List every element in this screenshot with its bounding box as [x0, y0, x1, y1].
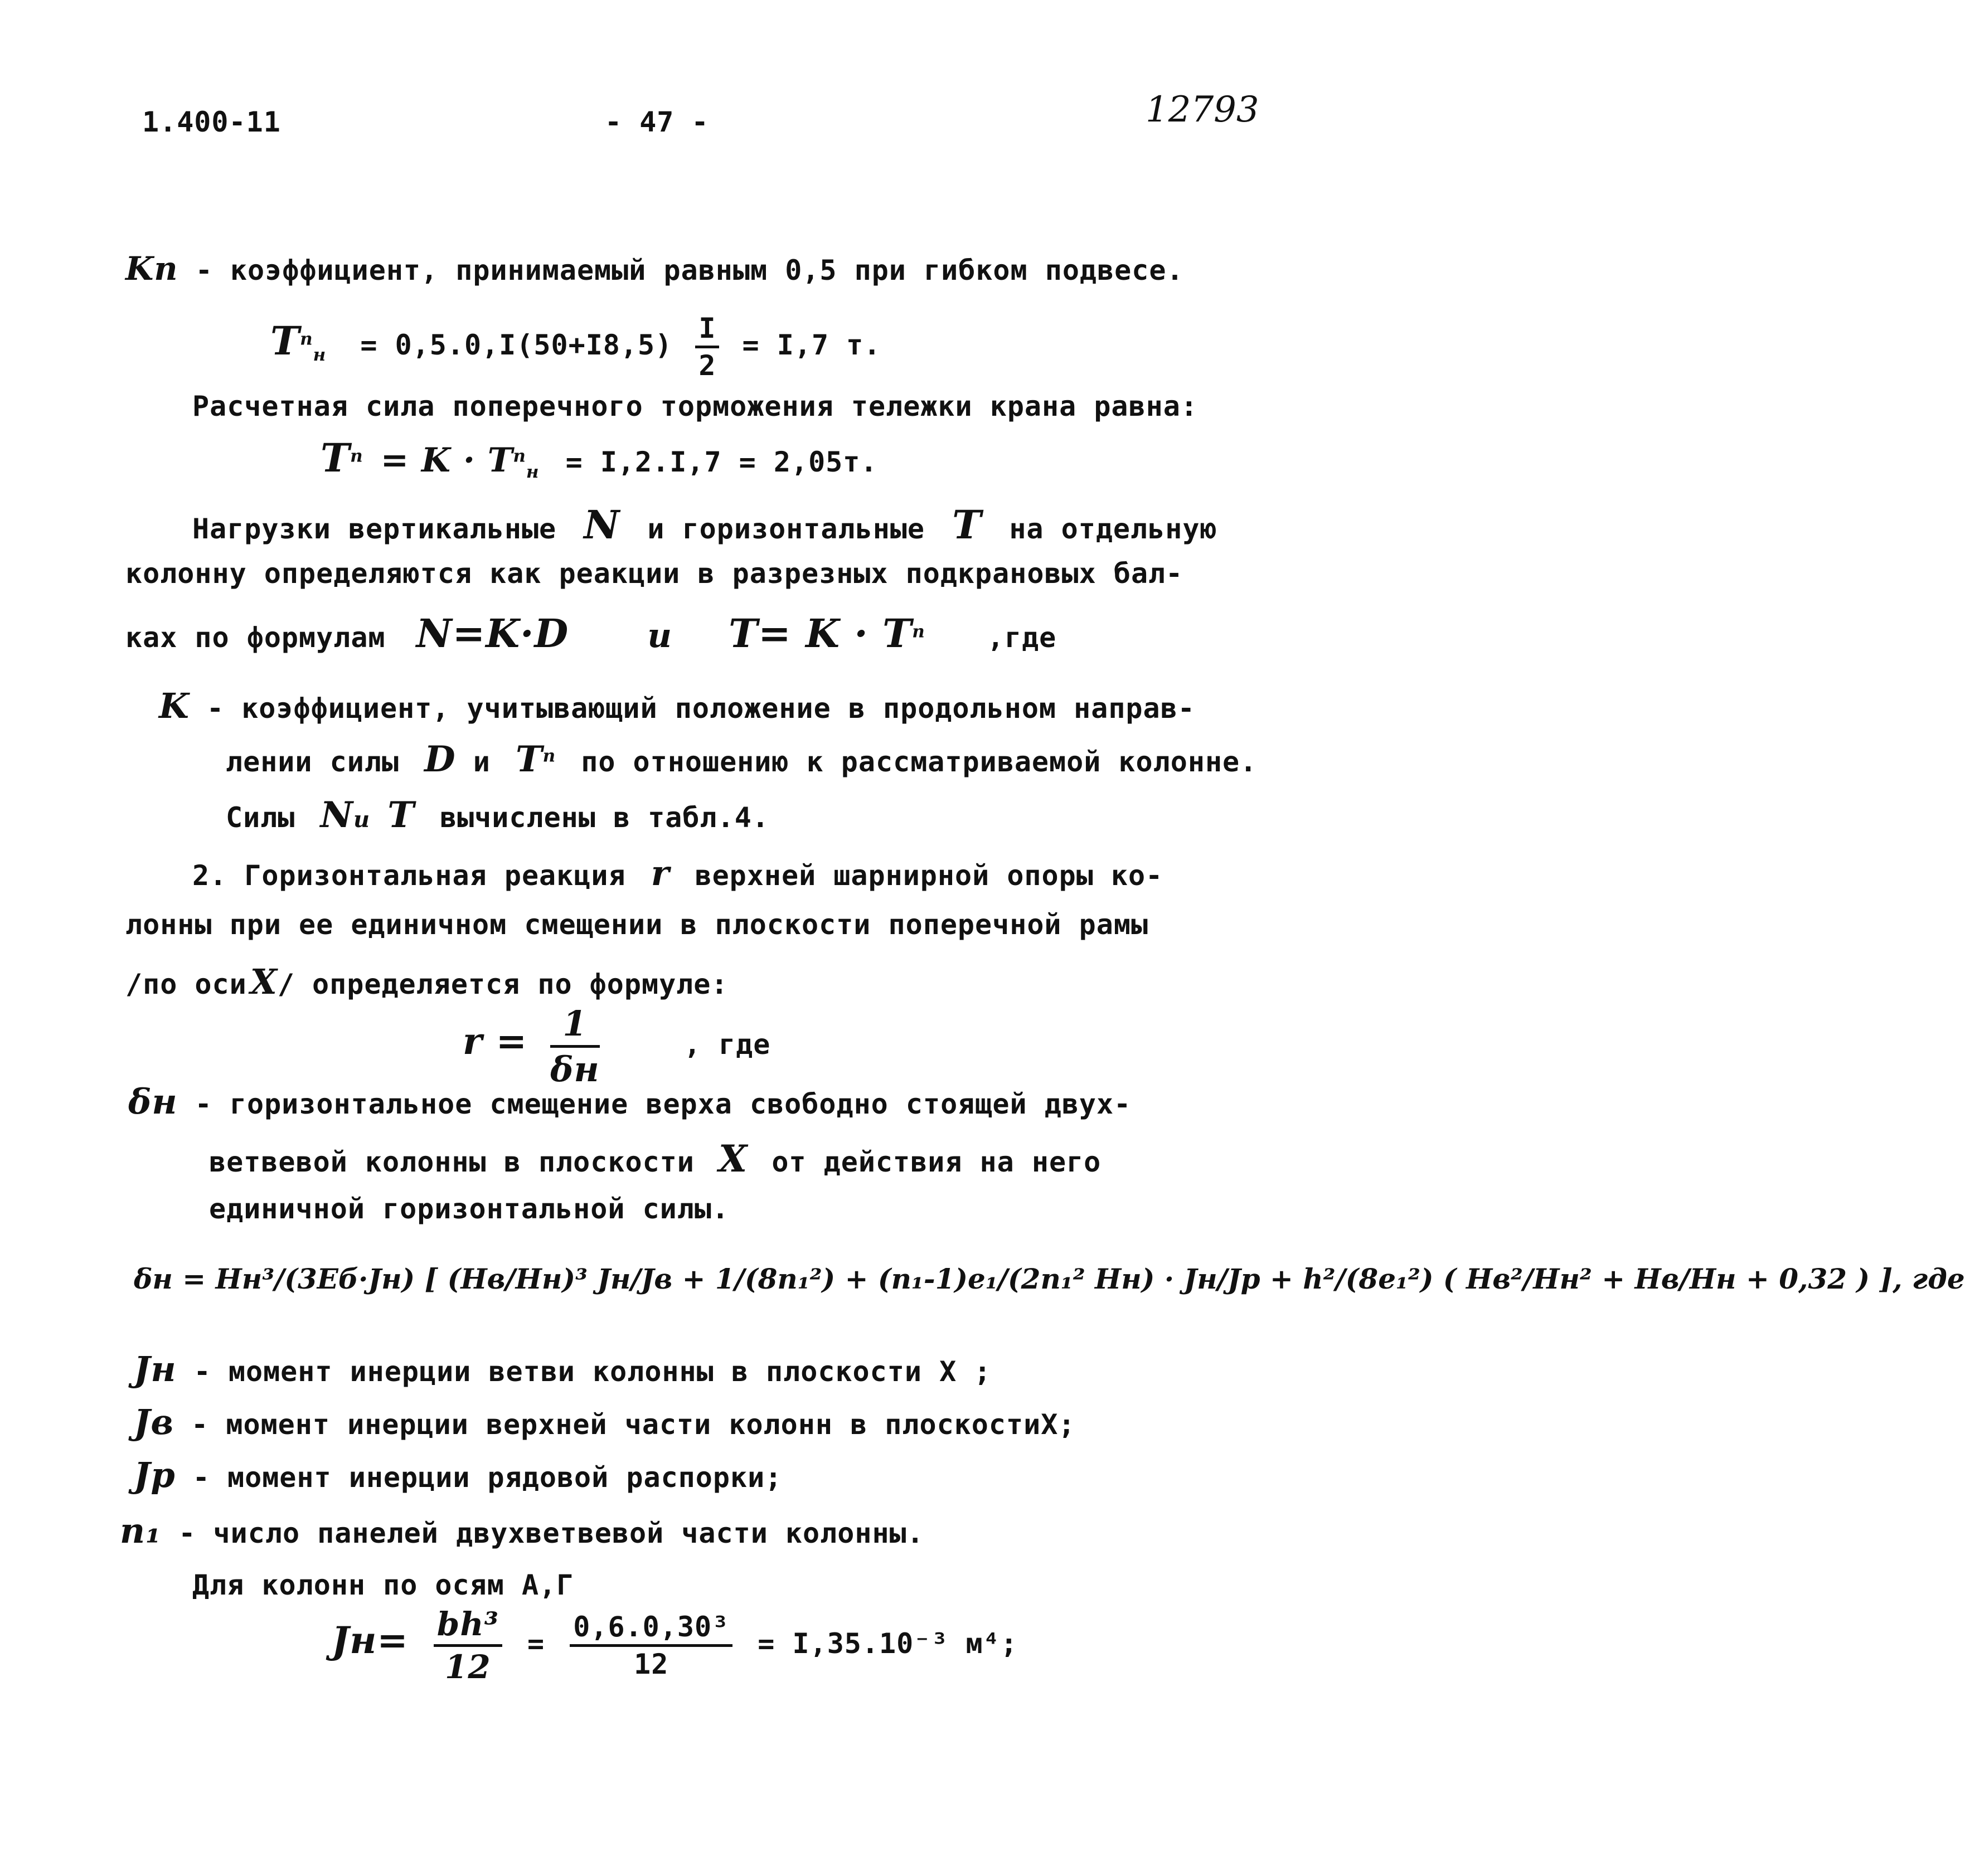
jv-definition: Jв - момент инерции верхней части колонн в плоскостиX; — [134, 1402, 1076, 1442]
loads-line-3: ках по формулам N=K·D и $T= K \cdot T^п$ ,где — [125, 610, 1057, 657]
k-definition-line-1: K - коэффициент, учитывающий положение в продольном направ- — [159, 686, 1195, 726]
delta-definition-line-2: ветвевой колонны в плоскости X от действия на него — [209, 1137, 1102, 1180]
delta-definition-line-1: δн - горизонтальное смещение верха свободно стоящей двух- — [128, 1081, 1132, 1122]
k-definition-line-2: лении силы D и $T^п$ по отношению к рассматриваемой колонне. — [226, 738, 1258, 780]
calc-paragraph: Расчетная сила поперечного торможения тележки крана равна: — [192, 390, 1198, 422]
kn-definition — [125, 250, 1184, 288]
columns-heading: Для колонн по осям А,Г — [192, 1569, 574, 1601]
kn-text: - коэффициент, принимаемый равным 0,5 при гибком подвесе. — [195, 254, 1184, 286]
delta-formula: δн = Hн³/(3Eб·Jн) [ (Hв/Hн)³ Jн/Jв + 1/(8n₁²) + (n₁-1)e₁/(2n₁² Hн) · Jн/Jр + h²/(8e₁²) ( Hв²/Hн² + Hв/Hн + 0,32 ) ], где — [134, 1262, 1965, 1295]
eq1-fraction: $\frac{I}{2}$ — [695, 312, 719, 382]
n1-definition: n₁ - число панелей двухветвевой части колонны. — [120, 1510, 924, 1551]
para2-line-2: лонны при ее единичном смещении в плоскости поперечной рамы — [125, 908, 1149, 941]
loads-line-2: колонну определяются как реакции в разрезных подкрановых бал- — [125, 557, 1183, 590]
ju-definition: Jн - момент инерции ветви колонны в плоскости X ; — [134, 1349, 992, 1389]
eq1-body: = 0,5.0,I(50+I8,5) — [360, 329, 673, 361]
eq1-lhs: T — [270, 318, 300, 364]
delta-definition-line-3: единичной горизонтальной силы. — [209, 1193, 730, 1225]
para2-line-1: 2. Горизонтальная реакция r верхней шарнирной опоры ко- — [192, 853, 1163, 893]
kn-symbol: Kп — [125, 250, 178, 288]
eq1-result: = I,7 т. — [742, 329, 881, 361]
equation-r: r = $\frac{1}{\delta н}$ , где — [463, 1003, 771, 1090]
equation-ju: Jн= $\frac{\text{bh³}}{12}$ = $\frac{\text{0,6.0,30³}}{12}$ = I,35.10⁻³ м⁴; — [332, 1605, 1018, 1686]
para2-line-3: /по осиX/ определяется по формуле: — [125, 961, 729, 1002]
document-number: 1.400-11 — [142, 106, 281, 138]
loads-line-1: Нагрузки вертикальные N и горизонтальные T на отдельную — [192, 502, 1217, 548]
k-definition-line-3: Силы Nи T вычислены в табл.4. — [226, 794, 769, 836]
equation-t: $T^п = K \cdot T^п_н = I,2.I,7 = 2,05т$. — [321, 435, 878, 482]
jp-definition: Jр - момент инерции рядовой распорки; — [134, 1455, 783, 1495]
handwritten-mark: 12793 — [1146, 89, 1259, 130]
page-number: - 47 - — [605, 106, 709, 138]
equation-tn: $T^п_н = 0,5.0,I(50+I8,5)$ $\frac{I}{2}$ = I,7 т. — [270, 312, 881, 382]
